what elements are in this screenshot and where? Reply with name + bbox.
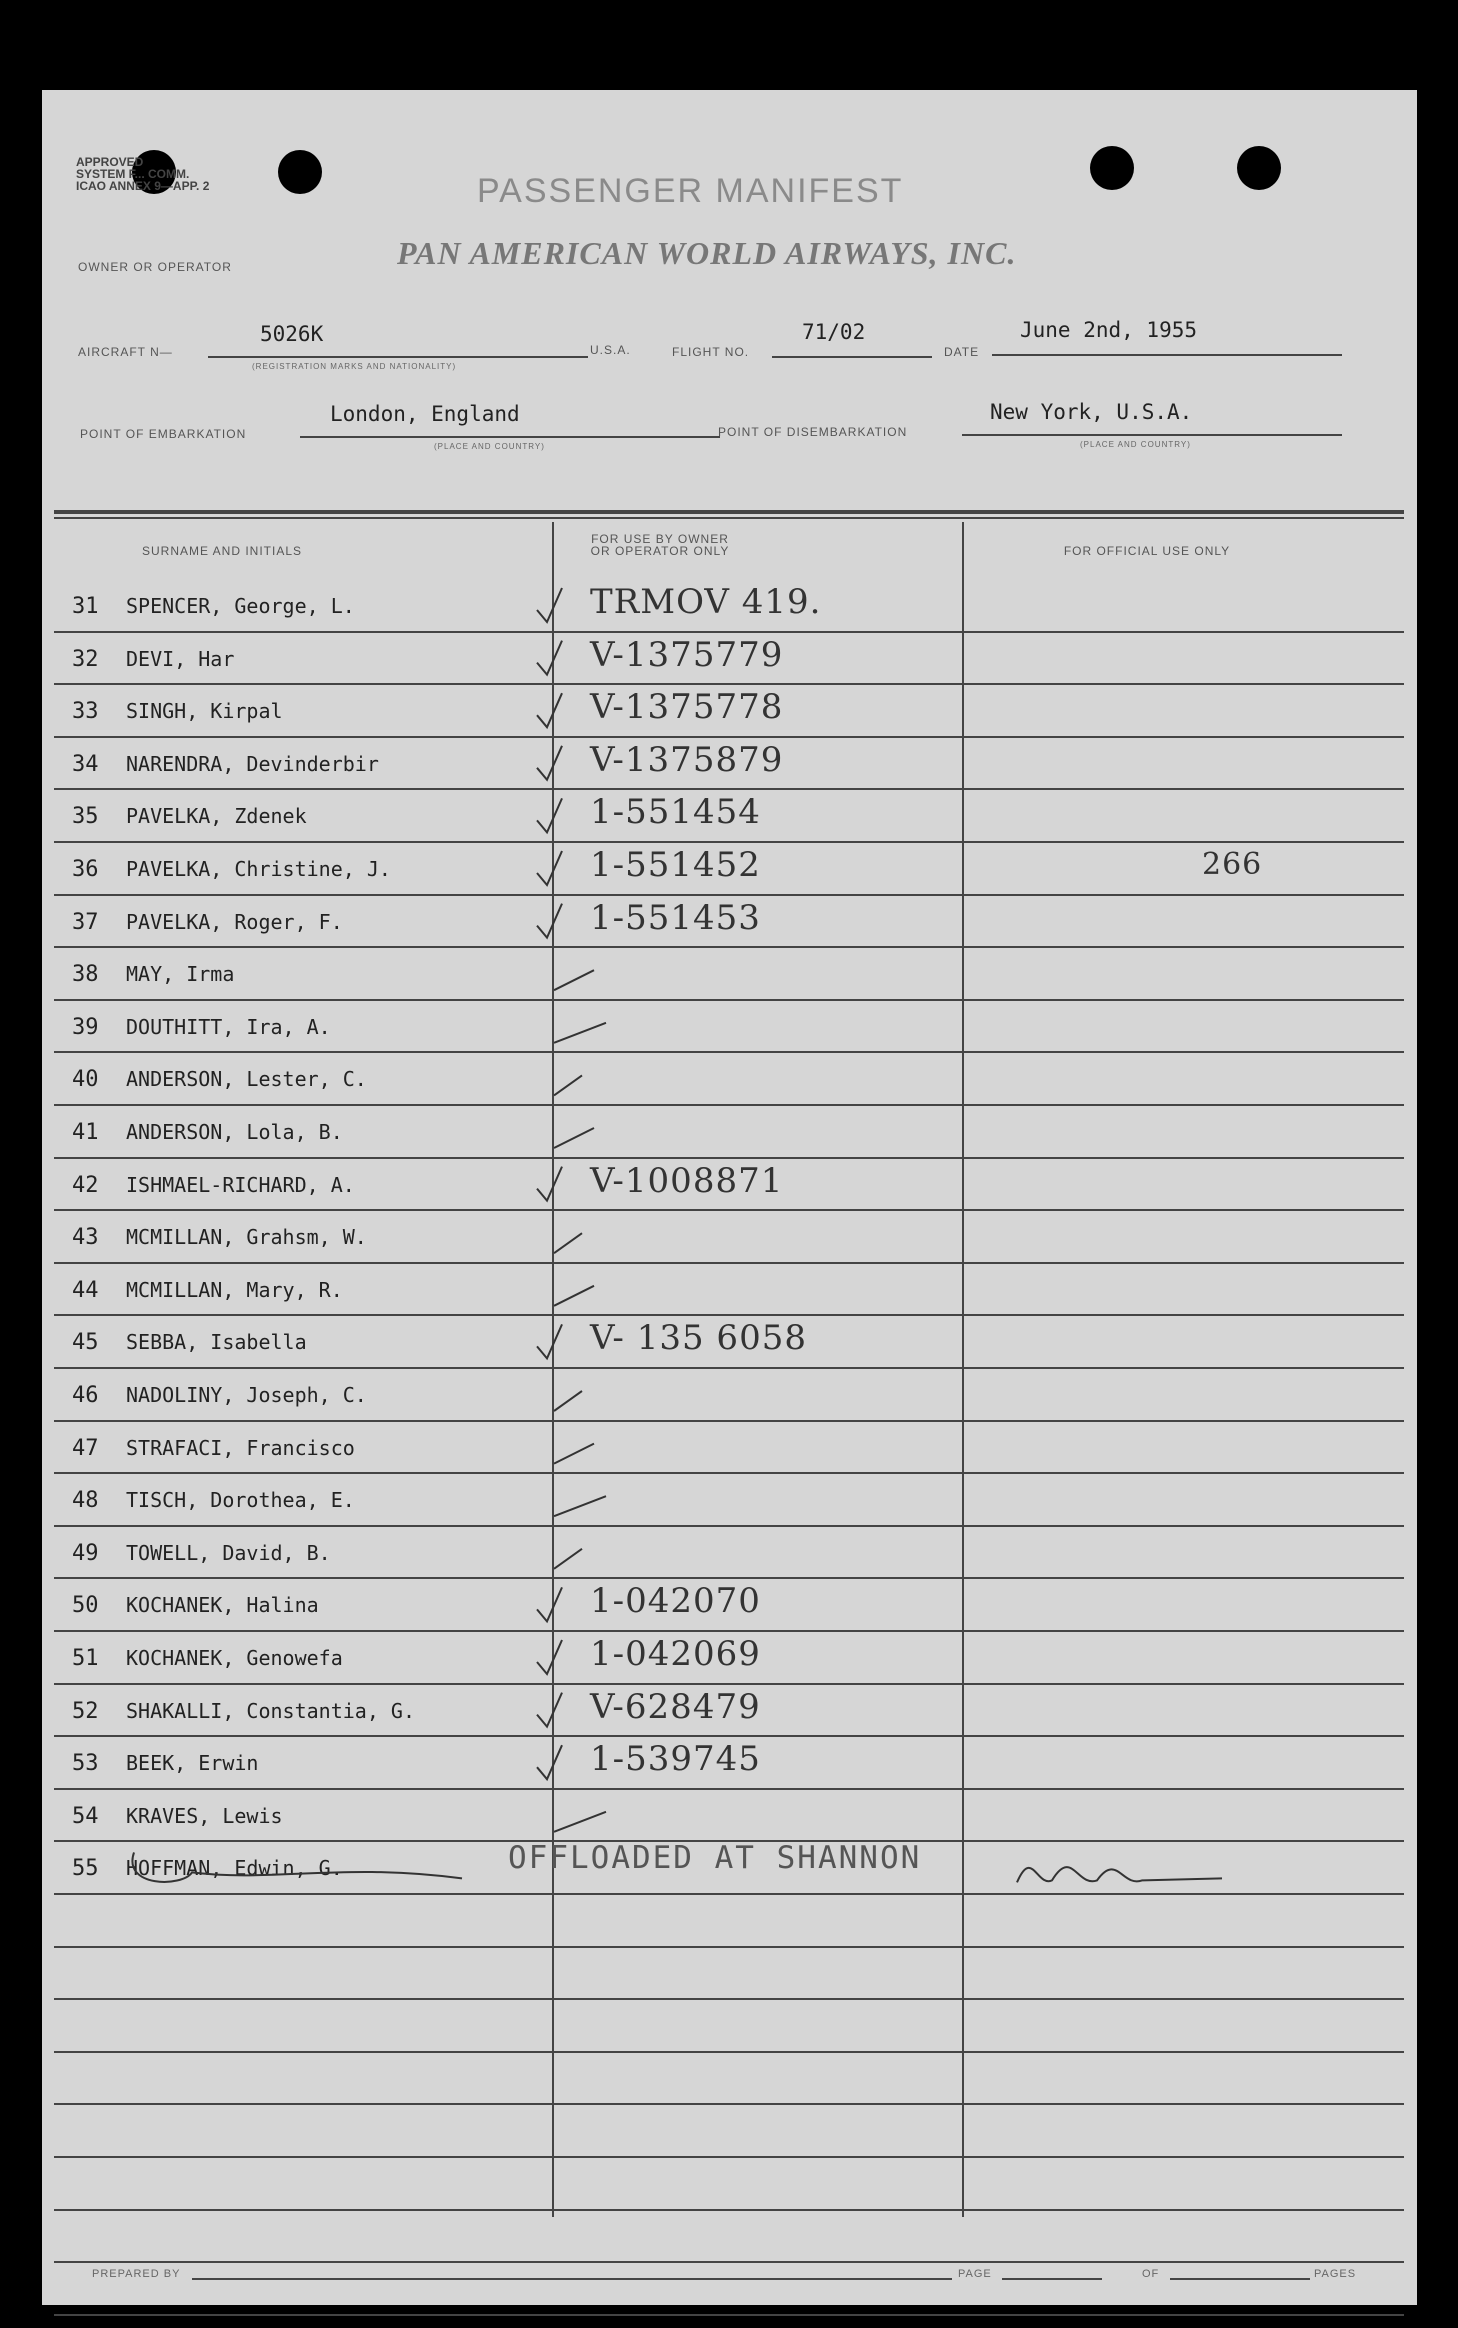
passenger-name: TISCH, Dorothea, E. bbox=[126, 1488, 355, 1513]
passenger-name: SEBBA, Isabella bbox=[126, 1330, 307, 1355]
check-mark bbox=[554, 1075, 582, 1095]
pages-label: PAGES bbox=[1314, 2268, 1357, 2280]
row-number: 45 bbox=[72, 1330, 99, 1356]
check-mark bbox=[554, 1444, 594, 1464]
passenger-name: PAVELKA, Roger, F. bbox=[126, 909, 343, 934]
operator-note: V-1008871 bbox=[590, 1160, 784, 1201]
passenger-name: SPENCER, George, L. bbox=[126, 594, 355, 618]
row-number: 38 bbox=[72, 962, 99, 988]
passenger-name: ISHMAEL-RICHARD, A. bbox=[126, 1172, 355, 1197]
embark-sub: (PLACE AND COUNTRY) bbox=[434, 442, 545, 451]
check-mark bbox=[537, 641, 562, 675]
check-mark bbox=[554, 1549, 582, 1569]
row-number: 41 bbox=[72, 1120, 99, 1145]
check-mark bbox=[537, 1324, 562, 1358]
check-mark bbox=[537, 746, 562, 780]
check-mark bbox=[537, 1640, 562, 1674]
disembark-sub: (PLACE AND COUNTRY) bbox=[1080, 440, 1191, 449]
row-number: 35 bbox=[72, 804, 99, 830]
embark-label: POINT OF EMBARKATION bbox=[80, 427, 247, 441]
aircraft-value: 5026K bbox=[260, 322, 324, 346]
row-number: 34 bbox=[72, 751, 99, 777]
row-number: 31 bbox=[72, 594, 99, 619]
passenger-name: NADOLINY, Joseph, C. bbox=[126, 1383, 367, 1407]
owner-label: OWNER OR OPERATOR bbox=[78, 260, 232, 274]
passenger-name: STRAFACI, Francisco bbox=[126, 1435, 355, 1460]
row-number: 42 bbox=[72, 1172, 99, 1198]
strike-scribble bbox=[132, 1852, 462, 1882]
row-number: 52 bbox=[72, 1698, 99, 1724]
date-value: June 2nd, 1955 bbox=[1020, 318, 1198, 342]
header-surname: SURNAME AND INITIALS bbox=[141, 544, 303, 558]
disembark-label: POINT OF DISEMBARKATION bbox=[718, 425, 908, 439]
aircraft-sub: (REGISTRATION MARKS AND NATIONALITY) bbox=[252, 362, 457, 371]
aircraft-label: AIRCRAFT N— bbox=[78, 345, 173, 359]
row-number: 48 bbox=[72, 1488, 99, 1514]
operator-note: 1-551453 bbox=[590, 897, 761, 938]
passenger-name: DOUTHITT, Ira, A. bbox=[126, 1014, 331, 1039]
row-number: 44 bbox=[72, 1277, 99, 1303]
check-mark bbox=[537, 588, 562, 622]
company-name: PAN AMERICAN WORLD AIRWAYS, INC. bbox=[397, 235, 1017, 271]
disembark-value: New York, U.S.A. bbox=[990, 400, 1193, 424]
passenger-name: KOCHANEK, Halina bbox=[126, 1593, 319, 1618]
page-label: PAGE bbox=[958, 2268, 992, 2280]
header-operator: FOR USE BY OWNER OR OPERATOR ONLY bbox=[590, 532, 730, 558]
row-number: 33 bbox=[72, 699, 99, 725]
passenger-name: KRAVES, Lewis bbox=[126, 1803, 283, 1828]
official-scribble bbox=[1017, 1867, 1222, 1882]
passenger-name: KOCHANEK, Genowefa bbox=[126, 1646, 343, 1670]
check-mark bbox=[537, 798, 562, 832]
operator-note: V-1375779 bbox=[590, 634, 784, 675]
check-mark bbox=[554, 1812, 606, 1832]
operator-note: 1-042069 bbox=[590, 1634, 761, 1674]
row-number: 40 bbox=[72, 1067, 99, 1093]
row-number: 43 bbox=[72, 1225, 99, 1251]
passenger-name: MCMILLAN, Mary, R. bbox=[126, 1277, 343, 1302]
check-mark bbox=[554, 1023, 606, 1043]
check-mark bbox=[554, 970, 594, 990]
row-number: 50 bbox=[72, 1593, 99, 1619]
operator-note: V- 135 6058 bbox=[590, 1318, 807, 1359]
operator-note: V-1375879 bbox=[590, 739, 784, 780]
passenger-name: NARENDRA, Devinderbir bbox=[126, 751, 379, 776]
operator-note: V-1375778 bbox=[590, 687, 784, 728]
row-number: 32 bbox=[72, 646, 99, 672]
passenger-name: BEEK, Erwin bbox=[126, 1751, 259, 1776]
approval-note: APPROVED SYSTEM F... COMM. ICAO ANNEX 9—APP. 2 bbox=[76, 155, 210, 193]
row-number: 55 bbox=[72, 1856, 99, 1882]
passenger-name: TOWELL, David, B. bbox=[126, 1540, 331, 1565]
operator-note: 1-539745 bbox=[590, 1739, 761, 1780]
passenger-name: PAVELKA, Christine, J. bbox=[126, 857, 391, 881]
check-mark bbox=[537, 1693, 562, 1727]
passenger-name: DEVI, Har bbox=[126, 646, 235, 671]
row-number: 36 bbox=[72, 857, 99, 882]
flight-label: FLIGHT NO. bbox=[672, 345, 750, 359]
operator-note: 1-551452 bbox=[590, 845, 761, 885]
row-number: 46 bbox=[72, 1383, 99, 1408]
check-mark bbox=[554, 1391, 582, 1411]
passenger-name: MCMILLAN, Grahsm, W. bbox=[126, 1225, 367, 1250]
operator-note: V-628479 bbox=[590, 1686, 761, 1727]
usa-label: U.S.A. bbox=[590, 343, 631, 357]
row-number: 37 bbox=[72, 909, 99, 935]
passenger-name: ANDERSON, Lester, C. bbox=[126, 1067, 367, 1092]
offloaded-stamp: OFFLOADED AT SHANNON bbox=[508, 1840, 922, 1876]
check-mark bbox=[537, 1167, 562, 1201]
row-number: 53 bbox=[72, 1751, 99, 1777]
operator-note: TRMOV 419. bbox=[590, 582, 822, 622]
official-note: 266 bbox=[1202, 847, 1263, 882]
check-mark bbox=[554, 1128, 594, 1148]
header-official: FOR OFFICIAL USE ONLY bbox=[1063, 544, 1231, 558]
flight-value: 71/02 bbox=[802, 320, 866, 344]
check-mark bbox=[537, 693, 562, 727]
check-mark bbox=[537, 904, 562, 938]
passenger-name: SHAKALLI, Constantia, G. bbox=[126, 1698, 415, 1723]
row-rule bbox=[54, 2314, 1404, 2316]
check-mark bbox=[537, 1587, 562, 1621]
check-mark bbox=[537, 1745, 562, 1779]
check-mark bbox=[537, 851, 562, 885]
manifest-sheet bbox=[42, 90, 1417, 2305]
check-mark bbox=[554, 1286, 594, 1306]
row-number: 51 bbox=[72, 1646, 99, 1671]
passenger-name: SINGH, Kirpal bbox=[126, 699, 283, 724]
passenger-name: PAVELKA, Zdenek bbox=[126, 804, 307, 829]
passenger-name: MAY, Irma bbox=[126, 962, 235, 987]
row-number: 47 bbox=[72, 1435, 99, 1461]
passenger-name: HOFFMAN, Edwin, G. bbox=[126, 1856, 343, 1881]
prepared-by-label: PREPARED BY bbox=[92, 2268, 181, 2280]
passenger-name: ANDERSON, Lola, B. bbox=[126, 1120, 343, 1144]
date-label: DATE bbox=[944, 345, 980, 359]
row-number: 39 bbox=[72, 1014, 99, 1040]
check-mark bbox=[554, 1233, 582, 1253]
check-mark bbox=[554, 1496, 606, 1516]
row-number: 54 bbox=[72, 1803, 99, 1829]
embark-value: London, England bbox=[330, 402, 520, 426]
operator-note: 1-551454 bbox=[590, 792, 761, 833]
operator-note: 1-042070 bbox=[590, 1581, 761, 1622]
row-number: 49 bbox=[72, 1540, 99, 1566]
page-title: PASSENGER MANIFEST bbox=[477, 172, 904, 210]
of-label: OF bbox=[1142, 2268, 1160, 2280]
pen-marks bbox=[42, 90, 1417, 2305]
